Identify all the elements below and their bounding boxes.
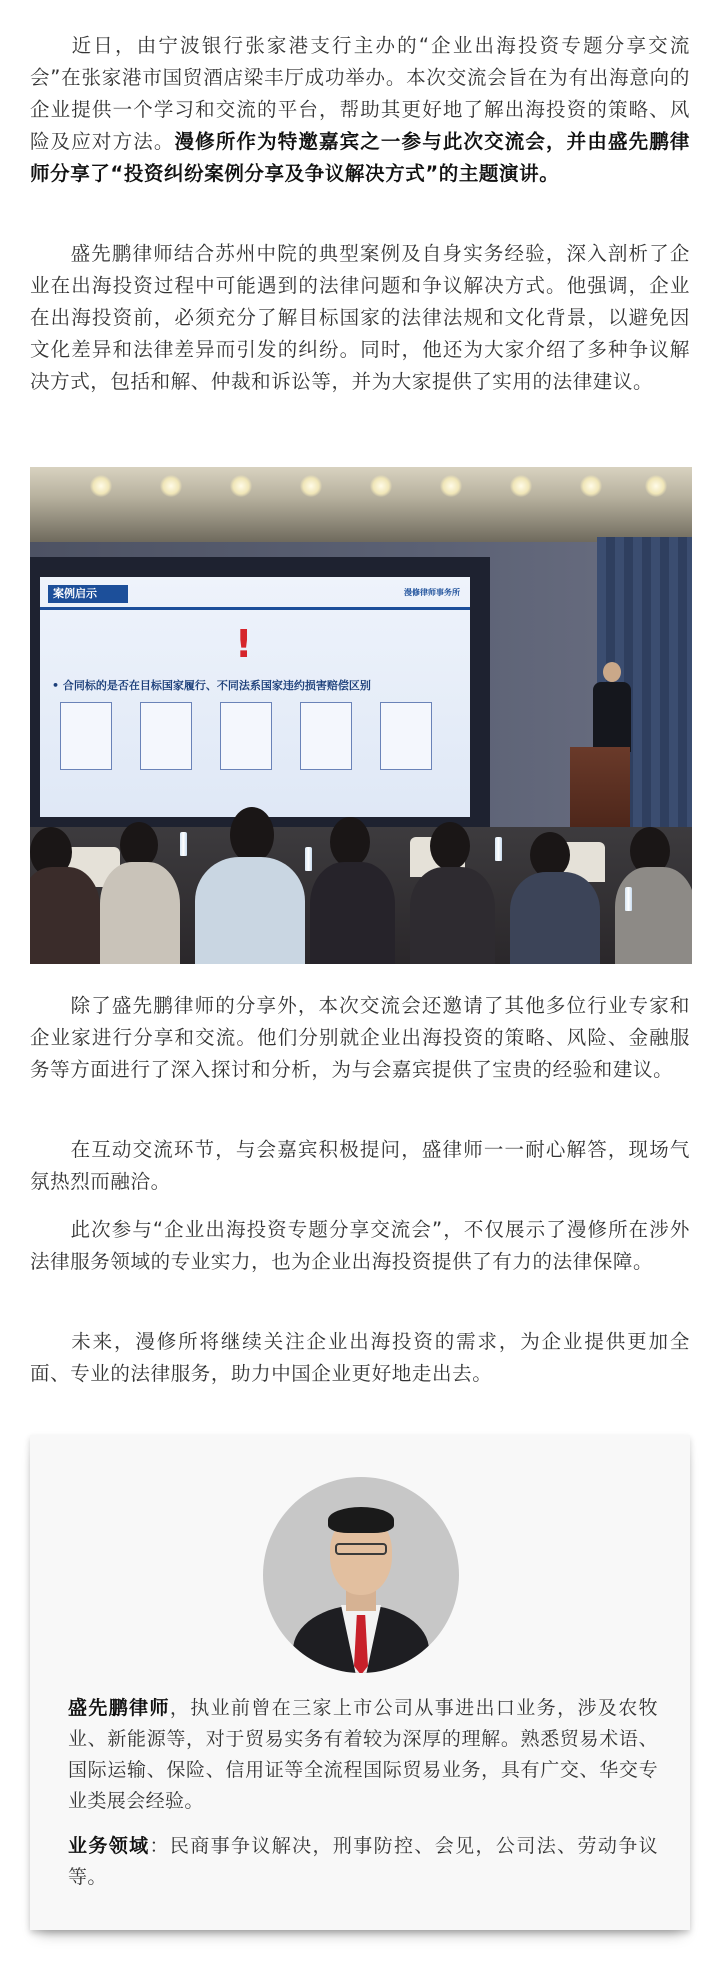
paragraph-other-speakers-text: 除了盛先鹏律师的分享外，本次交流会还邀请了其他多位行业专家和企业家进行分享和交流。他们分别就企业出海投资的策略、风险、金融服务等方面进行了深入探讨和分析，为与会嘉宾提供了宝贵的经验和建议。 [30, 994, 690, 1081]
ceiling-light [230, 475, 252, 497]
paragraph-future [30, 1326, 690, 1390]
water-bottle [495, 837, 502, 861]
lawyer-profile-card [30, 1435, 690, 1930]
projection-screen [40, 577, 470, 817]
audience-body [510, 872, 600, 964]
ceiling-light [580, 475, 602, 497]
water-bottle [625, 887, 632, 911]
podium [570, 747, 630, 837]
water-bottle [305, 847, 312, 871]
audience-head [430, 822, 470, 870]
paragraph-significance-text: 此次参与“企业出海投资专题分享交流会”，不仅展示了漫修所在涉外法律服务领域的专业实力，也为企业出海投资提供了有力的法律保障。 [30, 1218, 690, 1273]
audience-body [195, 857, 305, 964]
slide-exclamation-icon: ! [235, 622, 253, 666]
ceiling-light [645, 475, 667, 497]
slide-box [220, 702, 272, 770]
ceiling-light [90, 475, 112, 497]
audience-body [615, 867, 692, 964]
paragraph-interaction [30, 1134, 690, 1198]
audience-body [30, 867, 100, 964]
slide-title: 案例启示 [48, 585, 128, 603]
lawyer-name: 盛先鹏律师 [68, 1697, 170, 1719]
audience-head [330, 817, 370, 867]
practice-areas-label: 业务领域 [68, 1835, 150, 1857]
speaker-body [593, 682, 631, 752]
intro-text: 近日，由宁波银行张家港支行主办的“企业出海投资专题分享交流会”在张家港市国贸酒店梁丰厅成功举办。本次交流会旨在为有出海意向的企业提供一个学习和交流的平台，帮助其更好地了解出海投资的策略、风险及应对方法。 [30, 34, 690, 153]
paragraph-lecture-content [30, 238, 690, 398]
avatar-glasses [335, 1543, 387, 1555]
water-bottle [180, 832, 187, 856]
slide-box [380, 702, 432, 770]
practice-areas [68, 1831, 658, 1893]
audience-body [310, 862, 395, 964]
paragraph-interaction-text: 在互动交流环节，与会嘉宾积极提问，盛律师一一耐心解答，现场气氛热烈而融洽。 [30, 1138, 690, 1193]
event-photo [30, 467, 692, 964]
paragraph-lecture-text: 盛先鹏律师结合苏州中院的典型案例及自身实务经验，深入剖析了企业在出海投资过程中可能遇到的法律问题和争议解决方式。他强调，企业在出海投资前，必须充分了解目标国家的法律法规和文化背景，以避免因文化差异和法律差异而引发的纠纷。同时，他还为大家介绍了多种争议解决方式，包括和解、仲裁和诉讼等，并为大家提供了实用的法律建议。 [30, 242, 690, 393]
audience-head [230, 807, 274, 863]
audience-body [410, 867, 495, 964]
slide-subtitle: • 合同标的是否在目标国家履行、不同法系国家违约损害赔偿区别 [52, 679, 371, 692]
ceiling-light [370, 475, 392, 497]
slide-box [140, 702, 192, 770]
ceiling-light [160, 475, 182, 497]
speaker-figure [593, 662, 631, 752]
audience-body [100, 862, 180, 964]
speaker-head [603, 662, 621, 682]
lawyer-bio-text: ，执业前曾在三家上市公司从事进出口业务，涉及农牧业、新能源等，对于贸易实务有着较为深厚的理解。熟悉贸易术语、国际运输、保险、信用证等全流程国际贸易业务，具有广交、华交专业类展会经验。 [68, 1697, 658, 1812]
paragraph-future-text: 未来，漫修所将继续关注企业出海投资的需求，为企业提供更加全面、专业的法律服务，助力中国企业更好地走出去。 [30, 1330, 690, 1385]
slide-box [300, 702, 352, 770]
intro-bold-text: 漫修所作为特邀嘉宾之一参与此次交流会，并由盛先鹏律师分享了“投资纠纷案例分享及争议解决方式”的主题演讲。 [30, 130, 690, 185]
ceiling-light [440, 475, 462, 497]
ceiling-light [300, 475, 322, 497]
lawyer-avatar [263, 1477, 459, 1673]
paragraph-significance [30, 1214, 690, 1278]
lawyer-bio [68, 1693, 658, 1817]
intro-paragraph [30, 30, 690, 190]
ceiling-light [510, 475, 532, 497]
avatar-hair [328, 1507, 394, 1533]
paragraph-other-speakers [30, 990, 690, 1086]
slide-logo: 漫修律师事务所 [404, 588, 460, 597]
slide-box [60, 702, 112, 770]
practice-areas-text: ：民商事争议解决，刑事防控、会见，公司法、劳动争议等。 [68, 1835, 658, 1888]
audience [30, 827, 692, 964]
slide-divider [40, 607, 470, 610]
